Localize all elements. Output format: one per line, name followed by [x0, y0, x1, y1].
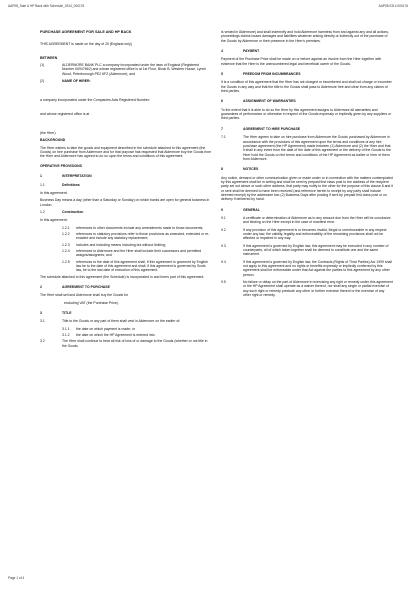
section-3-number: 3 [40, 311, 42, 316]
section-4-heading [221, 49, 393, 53]
party-2-number: (2) [40, 79, 45, 84]
section-4-number: 4 [221, 49, 223, 54]
list-item [221, 260, 393, 277]
operative-heading: OPERATIVE PROVISIONS [40, 163, 82, 168]
section-1-2-heading [40, 210, 212, 214]
section-5-heading [221, 72, 393, 76]
between-heading: BETWEEN [40, 55, 58, 60]
schedule-text: The schedule attached to this agreement (the Schedule) is incorporated in and forms part of this agreement. [40, 274, 205, 279]
section-4-title: PAYMENT [243, 49, 260, 54]
list-item-number: 9.3 [221, 243, 226, 248]
section-2-heading [40, 285, 212, 289]
section-1-2-number: 1.2 [40, 209, 45, 214]
definitions-lead: In this agreement: [40, 190, 68, 195]
section-8-title: NOTICES [243, 167, 259, 172]
list-item [62, 333, 212, 337]
section-5-text: It is a condition of this agreement that the Hirer has not charged or incumbered and shall not charge or incumber the Goods in any way and that the title to the Goods shall pass to Aldermore free and clear from any claims of third parties. [221, 80, 392, 94]
section-1-1-heading [40, 183, 212, 187]
list-item-text: A certificate or determination of Aldermore as to any amount due from the Hirer will be conclusive and binding on the Hirer except in the case of manifest error. [243, 215, 391, 225]
list-item-text: includes and including means including but without limiting; [76, 242, 166, 247]
section-6-number: 6 [221, 99, 223, 104]
section-1-1-title: Definitions [62, 182, 80, 187]
section-9-number: 9 [221, 207, 223, 212]
party-1-number: (1) [40, 63, 45, 68]
party-1-text: ALDERMORE BANK PLC a company incorporated under the laws of England (Registered Number 00947662) and whose registered office is at 1st Floor, Block B, Western House, Lynch Wood, Peterborough PE2 6FZ (Aldermore); and [62, 63, 207, 76]
list-item-number: 1.2.2 [62, 231, 70, 236]
section-8-heading [221, 167, 393, 171]
list-item-text: the date on which payment is made; or [76, 326, 136, 331]
list-item [221, 280, 393, 297]
clause-3-1-text: Title to the Goods or any part of them shall vest in Aldermore on the earlier of: [62, 319, 181, 324]
party-2-company: a company incorporated under the Companies Acts Registered Number: [40, 98, 150, 103]
list-item-number: 9.5 [221, 280, 226, 285]
clause-7-1-number: 7.1 [221, 135, 226, 140]
clause-7-1-text: The Hirer agrees to take on hire purchase from Aldermore the Goods purchased by Aldermore in accordance with the provisions of this agreement upon the terms and conditions of any hire purchase agreement (the HP Agreement) made between (1) Aldermore and (2) the Hirer and that it shall in any event from the date of the date of this agreement or the delivery of the Goods to the Hirer hold the Goods on the terms and conditions of the HP Agreement as bailee or hirer of them from Aldermore. [243, 135, 391, 161]
list-item [62, 243, 212, 247]
section-2-text: The Hirer shall sell and Aldermore shall buy the Goods for [40, 293, 129, 298]
section-3-title: TITLE [62, 311, 72, 316]
section-7-title: AGREEMENT TO HIRE PURCHASE [243, 126, 301, 131]
list-item [62, 249, 212, 258]
list-item-number: 3.1.1 [62, 326, 70, 331]
list-item-text: references to the date of this agreement shall, if this agreement is governed by English law be to the date of this agreement and shall, if this agreement is governed by Scots law, be to the last date of execution of this agreement. [76, 259, 208, 273]
list-item-number: 3.1.2 [62, 333, 70, 338]
list-item-number: 9.4 [221, 259, 226, 264]
section-7-heading [221, 127, 393, 131]
clause-3-2-text: The Hirer shall continue to bear all risk of loss of or damage to the Goods (whether or not title in the Goods [62, 339, 208, 348]
list-item-text: No failure or delay on the part of Aldermore in exercising any right or remedy under this agreement or the HP Agreement shall operate as a waiver thereof, nor shall any single or partial exercise of any such right or remedy preclude any other or further exercise thereof or the exercise of any other right or remedy. [243, 280, 393, 298]
list-item-text: If this agreement is governed by English law, the Contracts (Rights of Third Parties) Act 1999 shall not apply to this agreement and no rights or benefits expressly or impliedly conferred by this agreement shall be enforceable under that Act against the parties to this agreement by any other person. [243, 259, 392, 277]
list-item-text: the date on which the HP Agreement is entered into. [76, 333, 156, 338]
party-2 [40, 79, 212, 83]
list-item-number: 1.2.4 [62, 248, 70, 253]
right-column [221, 30, 393, 300]
construction-lead: In this agreement: [40, 218, 68, 223]
list-item [62, 327, 212, 331]
section-6-text: To the extent that it is able to do so the Hirer by this agreement assigns to Aldermore all warranties and guarantees of performance or otherwise in respect of the Goods expressly or impliedly given by any suppliers or third parties. [221, 107, 392, 121]
section-7-number: 7 [221, 126, 223, 131]
left-column [40, 30, 212, 351]
construction-list [40, 226, 212, 273]
section-5-number: 5 [221, 72, 223, 77]
list-item-number: 1.2.5 [62, 259, 70, 264]
section-3-heading [40, 311, 212, 315]
list-item-text: references to other documents include any amendments made to those documents, [76, 225, 204, 230]
party-2-text: NAME OF HIRER: [62, 79, 91, 84]
section-9-heading [221, 208, 393, 212]
hirer-definition: (the Hirer). [40, 131, 57, 136]
section-8-text: Any notice, demand or other communication given or made under or in connection with the matters contemplated by this agreement shall be in writing and shall be sent by prepaid first class post to the address of the recipient party set out above or such other address, that party may notify to the other for the purpose of this clause 8 and it or sent shall be deemed to have been received (and reference herein to receipt by any party shall include deemed receipt) by the addressee two (2) Business Days after posting if sent by prepaid first class post or on delivery if delivered by hand. [221, 175, 393, 202]
section-2-title: AGREEMENT TO PURCHASE [62, 285, 110, 289]
section-2-number: 2 [40, 285, 42, 289]
list-item-number: 1.2.1 [62, 225, 70, 230]
list-item [221, 228, 393, 241]
clause-7-1 [221, 135, 393, 161]
section-8-number: 8 [221, 167, 223, 172]
section-5-title: FREEDOM FROM INCUMBRANCES [243, 72, 301, 77]
list-item-number: 1.2.3 [62, 242, 70, 247]
list-item [62, 232, 212, 241]
list-item-text: references to Aldermore and the Hirer shall include their successors and permitted assigns/assignees; and [76, 248, 202, 258]
list-item [221, 244, 393, 257]
purchase-price-text: excluding VAT (the Purchase Price). [64, 300, 119, 305]
section-6-heading [221, 99, 393, 103]
header-right: AAP08 0314 000176 [378, 4, 408, 8]
section-9-title: GENERAL [243, 207, 260, 212]
list-item-text: references to statutory provisions refer to those provisions as amended, extended or re-enacted and include any statutory replacement; [76, 231, 210, 241]
section-1-1-number: 1.1 [40, 182, 45, 187]
clause-3-2-continued: is vested in Aldermore) and shall indemnify and hold Aldermore harmless from and against any and all actions, proceedings claims losses damages and liabilities whatever arising directly or indirectly out of the purchase of the Goods by Aldermore or their presence in the Hirer's premises. [221, 30, 389, 43]
section-1-heading [40, 174, 212, 178]
party-2-office: and whose registered office is at [40, 111, 90, 116]
list-item-number: 9.2 [221, 227, 226, 232]
header-left: AAP08_Sale & HP Back with Schedule_0314_000176 [8, 4, 85, 8]
section-6-title: ASSIGNMENT OF WARRANTIES [243, 99, 296, 104]
section-1-number: 1 [40, 174, 42, 179]
section-1-2-title: Construction [62, 209, 84, 214]
party-1 [40, 63, 212, 76]
page-number: Page 1 of 4 [8, 576, 25, 580]
clause-3-2 [40, 339, 212, 348]
document-title: PURCHASE AGREEMENT FOR SALE AND HP BACK [40, 30, 132, 34]
clause-3-1-number: 3.1 [40, 319, 45, 324]
list-item [62, 226, 212, 230]
clause-3-2-number: 3.2 [40, 339, 45, 344]
background-heading: BACKGROUND [40, 138, 66, 143]
list-item [221, 216, 393, 225]
clause-3-1 [40, 319, 212, 323]
business-day-definition: Business Day means a day (other than a Saturday or Sunday) on which banks are open for general business in London. [40, 198, 210, 207]
intro-line: THIS AGREEMENT is made on the day of 20 [England only] [40, 42, 132, 47]
list-item-text: If this agreement is governed by English law, this agreement may be executed in any number of counterparts, all of which taken together shall be deemed to constitute one and the same instrument. [243, 243, 389, 257]
list-item-text: If any provision of this agreement is or becomes invalid, illegal or unenforceable in any respect under any law, the validity, legality and enforceability of the remaining provisions shall not be affected or impaired in any way. [243, 227, 387, 241]
list-item [62, 260, 212, 273]
background-text: The Hirer wishes to take the goods and equipment described in the schedule attached to this agreement (the Goods) on hire purchase from Aldermore and for that purpose has requested that Aldermore buy the Goods from the Hirer and Aldermore has agreed to do so upon the terms and conditions of this agreement. [40, 145, 212, 159]
list-item-number: 9.1 [221, 215, 226, 220]
section-1-title: INTERPRETATION [62, 174, 92, 179]
section-4-text: Payment of the Purchase Price shall be made on or before against an invoice from the Hirer together with evidence that the Hirer is the unencumbered legal and beneficial owner of the Goods. [221, 57, 382, 66]
